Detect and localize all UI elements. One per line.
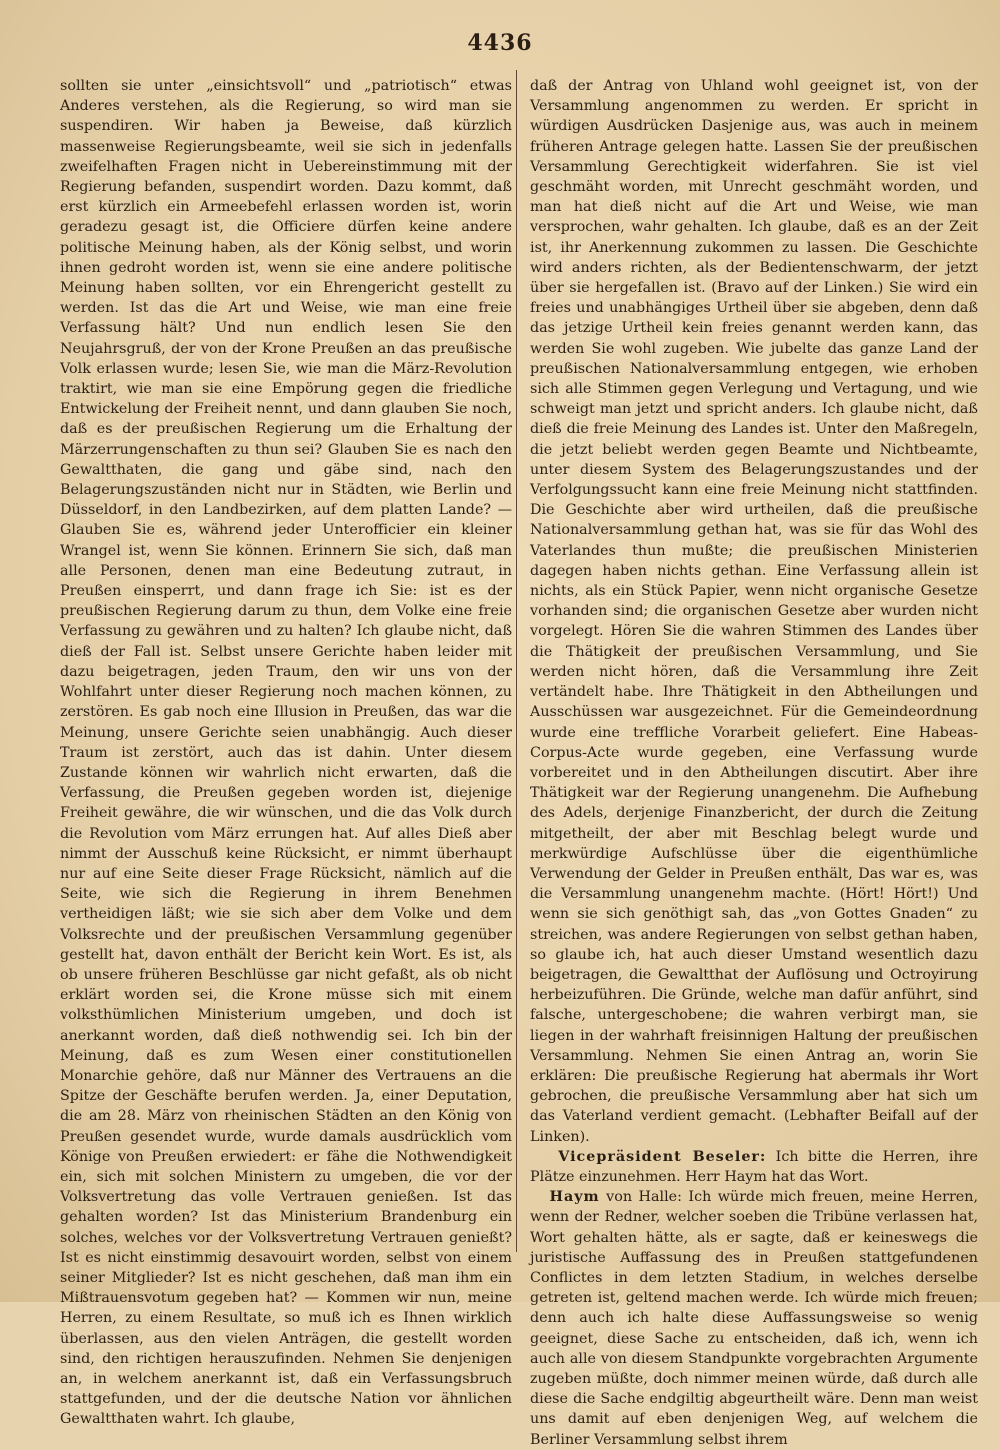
vice-president-paragraph (530, 1147, 978, 1187)
right-column (530, 76, 978, 1450)
vice-president-text: Ich bitte die Herren, ihre Plätze einzunehmen. Herr Haym hat das Wort. (530, 1148, 978, 1185)
left-column (60, 76, 512, 1430)
haym-text: von Halle: Ich würde mich freuen, meine Herren, wenn der Redner, welcher soeben die Tribüne verlassen hat, Wort gehalten hätte, als er sagte, daß er keineswegs die juristische Auffassung des in Preußen stattgefundenen Conflictes in dem letzten Stadium, in welches derselbe getreten ist, geltend machen werde. Ich würde mich freuen; denn auch ich halte diese Auffassungsweise so wenig geeignet, diese Sache zu entscheiden, daß ich, wenn ich auch alle von diesem Standpunkte vorgebrachten Argumente zugeben müßte, doch nimmer meinen würde, daß durch alle diese die Sache endgiltig abgeurtheilt wäre. Denn man weist uns damit auf eben denjenigen Weg, auf welchem die Berliner Versammlung selbst ihrem (530, 1189, 978, 1448)
haym-paragraph (530, 1187, 978, 1450)
speaker-name-haym: Haym (549, 1189, 600, 1206)
page-number: 4436 (467, 30, 533, 56)
column-divider (516, 70, 517, 1252)
left-column-text: sollten sie unter „einsichtsvoll“ und „patriotisch“ etwas Anderes verstehen, als die Regierung, so wird man sie suspendiren. Wir haben ja Beweise, daß kürzlich massenweise Regierungsbeamte, weil sie sich in jedenfalls zweifelhaften Fragen nicht in Uebereinstimmung mit der Regierung befanden, suspendirt worden. Dazu kommt, daß erst kürzlich ein Armeebefehl erlassen worden ist, worin geradezu gesagt ist, die Officiere dürfen keine andere politische Meinung haben, als der König selbst, und worin ihnen gedroht worden ist, wenn sie eine andere politische Meinung haben sollten, vor ein Ehrengericht gestellt zu werden. Ist das die Art und Weise, wie man eine freie Verfassung hält? Und nun endlich lesen Sie den Neujahrsgruß, der von der Krone Preußen an das preußische Volk erlassen wurde; lesen Sie, wie man die März-Revolution traktirt, wie man sie eine Empörung gegen die friedliche Entwickelung der Freiheit nennt, und dann glauben Sie noch, daß es der preußischen Regierung um die Erhaltung der Märzerrungenschaften zu thun sei? Glauben Sie es nach den Gewaltthaten, die gang und gäbe sind, nach den Belagerungszuständen nicht nur in Städten, wie Berlin und Düsseldorf, in den Landbezirken, auf dem platten Lande? — Glauben Sie es, während jeder Unterofficier ein kleiner Wrangel ist, wenn Sie können. Erinnern Sie sich, daß man alle Personen, denen man eine Bedeutung zutraut, in Preußen einsperrt, und dann frage ich Sie: ist es der preußischen Regierung darum zu thun, dem Volke eine freie Verfassung zu gewähren und zu halten? Ich glaube nicht, daß dieß der Fall ist. Selbst unsere Gerichte haben leider mit dazu beigetragen, jeden Traum, den wir uns von der Wohlfahrt unter dieser Regierung noch machen können, zu zerstören. Es gab noch eine Illusion in Preußen, das war die Meinung, unsere Gerichte seien unabhängig. Auch dieser Traum ist zerstört, auch das ist dahin. Unter diesem Zustande können wir wahrlich nicht erwarten, daß die Verfassung, die Preußen gegeben worden ist, diejenige Freiheit gewähre, die wir wünschen, und die das Volk durch die Revolution vom März errungen hat. Auf alles Dieß aber nimmt der Ausschuß keine Rücksicht, er nimmt überhaupt nur auf eine Seite dieser Frage Rücksicht, nämlich auf die Seite, wie sich die Regierung in ihrem Benehmen vertheidigen läßt; wie sie sich aber dem Volke und dem Volksrechte und der preußischen Versammlung gegenüber gestellt hat, davon enthält der Bericht kein Wort. Es ist, als ob unsere früheren Beschlüsse gar nicht gefaßt, als ob nicht erklärt worden sei, die Krone müsse sich mit einem volksthümlichen Ministerium umgeben, und doch ist anerkannt worden, daß dieß nothwendig sei. Ich bin der Meinung, daß es zum Wesen einer constitutionellen Monarchie gehöre, daß nur Männer des Vertrauens an die Spitze der Geschäfte berufen werden. Ja, einer Deputation, die am 28. März von rheinischen Städten an den König von Preußen gesendet wurde, wurde damals ausdrücklich vom Könige von Preußen erwiedert: er fähe die Nothwendigkeit ein, sich mit solchen Ministern zu umgeben, die vor der Volksvertretung das volle Vertrauen genießen. Ist das gehalten worden? Ist das Ministerium Brandenburg ein solches, welches vor der Volksvertretung Vertrauen genießt? Ist es nicht einstimmig desavouirt worden, selbst von einem seiner Mitglieder? Ist es nicht geschehen, daß man ihm ein Mißtrauensvotum gegeben hat? — Kommen wir nun, meine Herren, zu einem Resultate, so muß ich es Ihnen wirklich überlassen, aus den vielen Anträgen, die gestellt worden sind, den richtigen herauszufinden. Nehmen Sie denjenigen an, in welchem anerkannt ist, daß ein Verfassungsbruch stattgefunden, und der die deutsche Nation vor ähnlichen Gewaltthaten wahrt. Ich glaube, (60, 78, 512, 1428)
right-column-text: daß der Antrag von Uhland wohl geeignet ist, von der Versammlung angenommen zu werden. Er spricht in würdigen Ausdrücken Dasjenige aus, was auch in meinem früheren Antrage gelegen hatte. Lassen Sie der preußischen Versammlung Gerechtigkeit widerfahren. Sie ist viel geschmäht worden, mit Unrecht geschmäht worden, und man hat dieß nicht auf die Art und Weise, wie man versprochen, wahr gehalten. Ich glaube, daß es an der Zeit ist, ihr Anerkennung zukommen zu lassen. Die Geschichte wird anders richten, als der Bedientenschwarm, der jetzt über sie hergefallen ist. (Bravo auf der Linken.) Sie wird ein freies und unabhängiges Urtheil über sie abgeben, denn daß das jetzige Urtheil kein freies genannt werden kann, das werden Sie wohl zugeben. Wie jubelte das ganze Land der preußischen Nationalversammlung entgegen, wie erhoben sich alle Stimmen gegen Verlegung und Vertagung, und wie schweigt man jetzt und spricht anders. Ich glaube nicht, daß dieß die freie Meinung des Landes ist. Unter den Maßregeln, die jetzt beliebt werden gegen Beamte und Nichtbeamte, unter diesem System des Belagerungszustandes und der Verfolgungssucht kann eine freie Meinung nicht stattfinden. Die Geschichte aber wird urtheilen, daß die preußische Nationalversammlung gethan hat, was sie für das Wohl des Vaterlandes thun mußte; die preußischen Ministerien dagegen haben nichts gethan. Eine Verfassung allein ist nichts, als ein Stück Papier, wenn nicht organische Gesetze vorhanden sind; die organischen Gesetze aber wurden nicht vorgelegt. Hören Sie die wahren Stimmen des Landes über die Thätigkeit der preußischen Versammlung, und Sie werden nicht hören, daß die Versammlung ihre Zeit vertändelt habe. Ihre Thätigkeit in den Abtheilungen und Ausschüssen war ausgezeichnet. Für die Gemeindeordnung wurde eine treffliche Vorarbeit geliefert. Eine Habeas-Corpus-Acte wurde gegeben, eine Verfassung wurde vorbereitet und in den Abtheilungen discutirt. Aber ihre Thätigkeit war der Regierung unangenehm. Die Aufhebung des Adels, derjenige Finanzbericht, der durch die Zeitung mitgetheilt, der aber mit Beschlag belegt wurde und merkwürdige Aufschlüsse über die eigenthümliche Verwendung der Gelder in Preußen enthält, Das war es, was die Versammlung unangenehm machte. (Hört! Hört!) Und wenn sie sich genöthigt sah, das „von Gottes Gnaden“ zu streichen, was andere Regierungen von selbst gethan haben, so glaube ich, hat auch dieser Umstand wesentlich dazu beigetragen, die Gewaltthat der Auflösung und Octroyirung herbeizuführen. Die Gründe, welche man dafür anführt, sind falsche, untergeschobene; die wahren verbirgt man, sie liegen in der wahrhaft freisinnigen Haltung der preußischen Versammlung. Nehmen Sie einen Antrag an, worin Sie erklären: Die preußische Regierung hat abermals ihr Wort gebrochen, die preußische Versammlung aber hat sich um das Vaterland verdient gemacht. (Lebhafter Beifall auf der Linken). (530, 78, 978, 1145)
speaker-name-beseler: Vicepräsident Beseler: (558, 1148, 767, 1165)
